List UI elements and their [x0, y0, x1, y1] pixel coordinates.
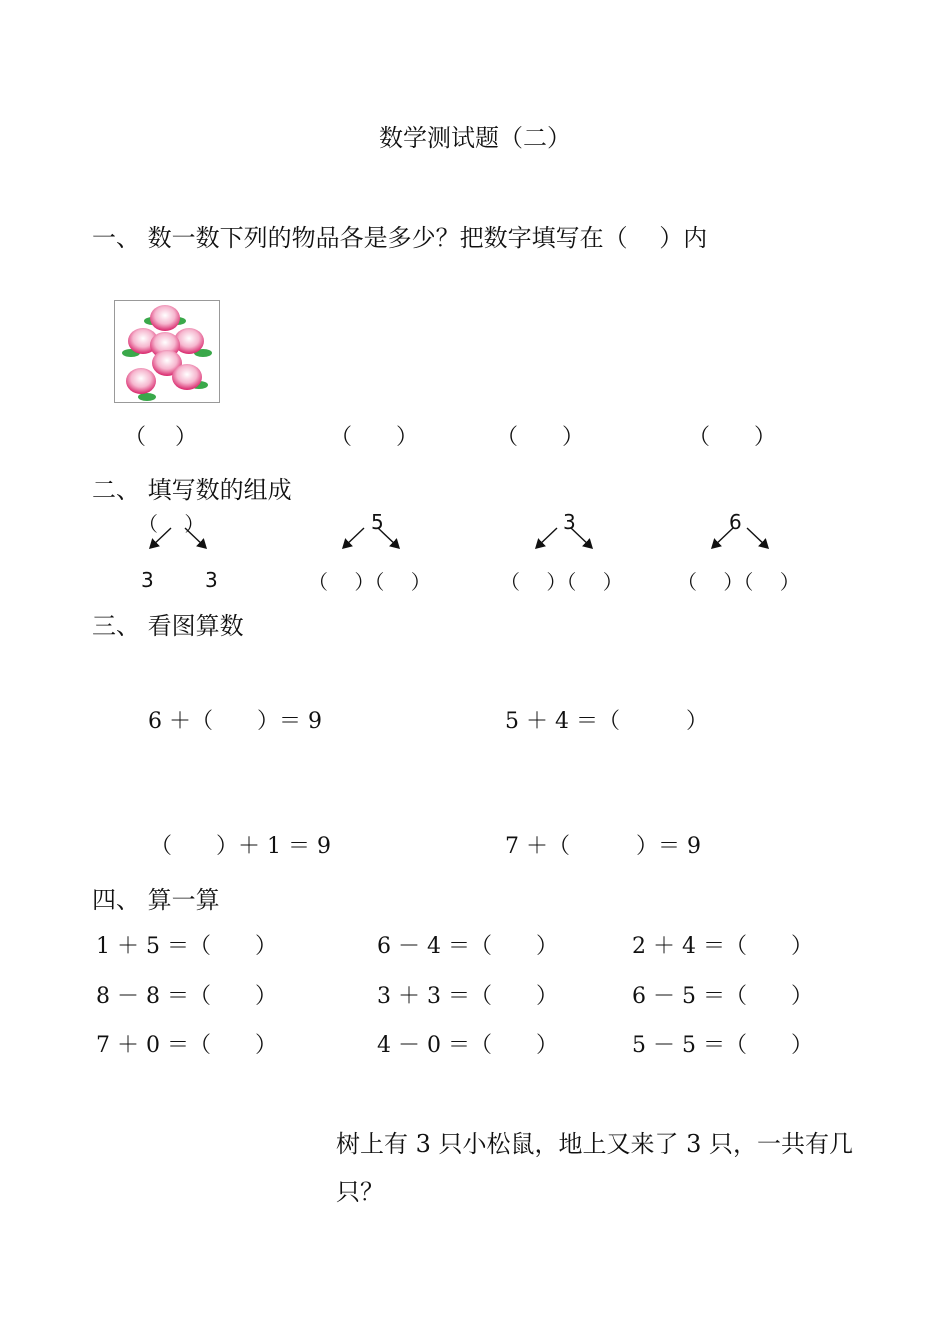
calc-3[interactable]: 2 ＋ 4 ＝（ ） [632, 934, 813, 959]
blank-2[interactable]: （ ） [330, 425, 419, 450]
section-3-heading: 三、 看图算数 [92, 612, 244, 640]
calc-8[interactable]: 4 － 0 ＝（ ） [377, 1033, 558, 1058]
composition-2-bottom[interactable]: （ ）（ ） [308, 570, 431, 594]
composition-1-top[interactable]: （ ） [138, 512, 205, 536]
picture-equation-3[interactable]: （ ）＋ 1 ＝ 9 [150, 834, 331, 859]
picture-equation-4[interactable]: 7 ＋（ ）＝ 9 [505, 834, 701, 859]
picture-equation-2[interactable]: 5 ＋ 4 ＝（ ） [505, 709, 708, 734]
calc-7[interactable]: 7 ＋ 0 ＝（ ） [96, 1033, 277, 1058]
calc-4[interactable]: 8 － 8 ＝（ ） [96, 984, 277, 1009]
calc-9[interactable]: 5 － 5 ＝（ ） [632, 1033, 813, 1058]
page-title: 数学测试题（二） [379, 124, 571, 152]
calc-6[interactable]: 6 － 5 ＝（ ） [632, 984, 813, 1009]
composition-3-top: 3 [563, 510, 576, 534]
calc-1[interactable]: 1 ＋ 5 ＝（ ） [96, 934, 277, 959]
composition-4-bottom[interactable]: （ ）（ ） [677, 570, 800, 594]
section-4-heading: 四、 算一算 [92, 886, 220, 914]
blank-4[interactable]: （ ） [688, 425, 777, 450]
calc-2[interactable]: 6 － 4 ＝（ ） [377, 934, 558, 959]
picture-equation-1[interactable]: 6 ＋（ ）＝ 9 [148, 709, 322, 734]
composition-2-top: 5 [371, 510, 384, 534]
composition-1-right: 3 [205, 568, 218, 592]
word-problem: 树上有 3 只小松鼠，地上又来了 3 只，一共有几只？ [336, 1130, 854, 1206]
section-2-heading: 二、 填写数的组成 [92, 476, 292, 504]
calc-5[interactable]: 3 ＋ 3 ＝（ ） [377, 984, 558, 1009]
composition-3-bottom[interactable]: （ ）（ ） [500, 570, 623, 594]
blank-1[interactable]: （ ） [124, 425, 197, 450]
section-1-heading: 一、 数一数下列的物品各是多少？把数字填写在（ ）内 [92, 224, 708, 252]
composition-4-top: 6 [729, 510, 742, 534]
composition-1-left: 3 [141, 568, 154, 592]
blank-3[interactable]: （ ） [496, 425, 585, 450]
